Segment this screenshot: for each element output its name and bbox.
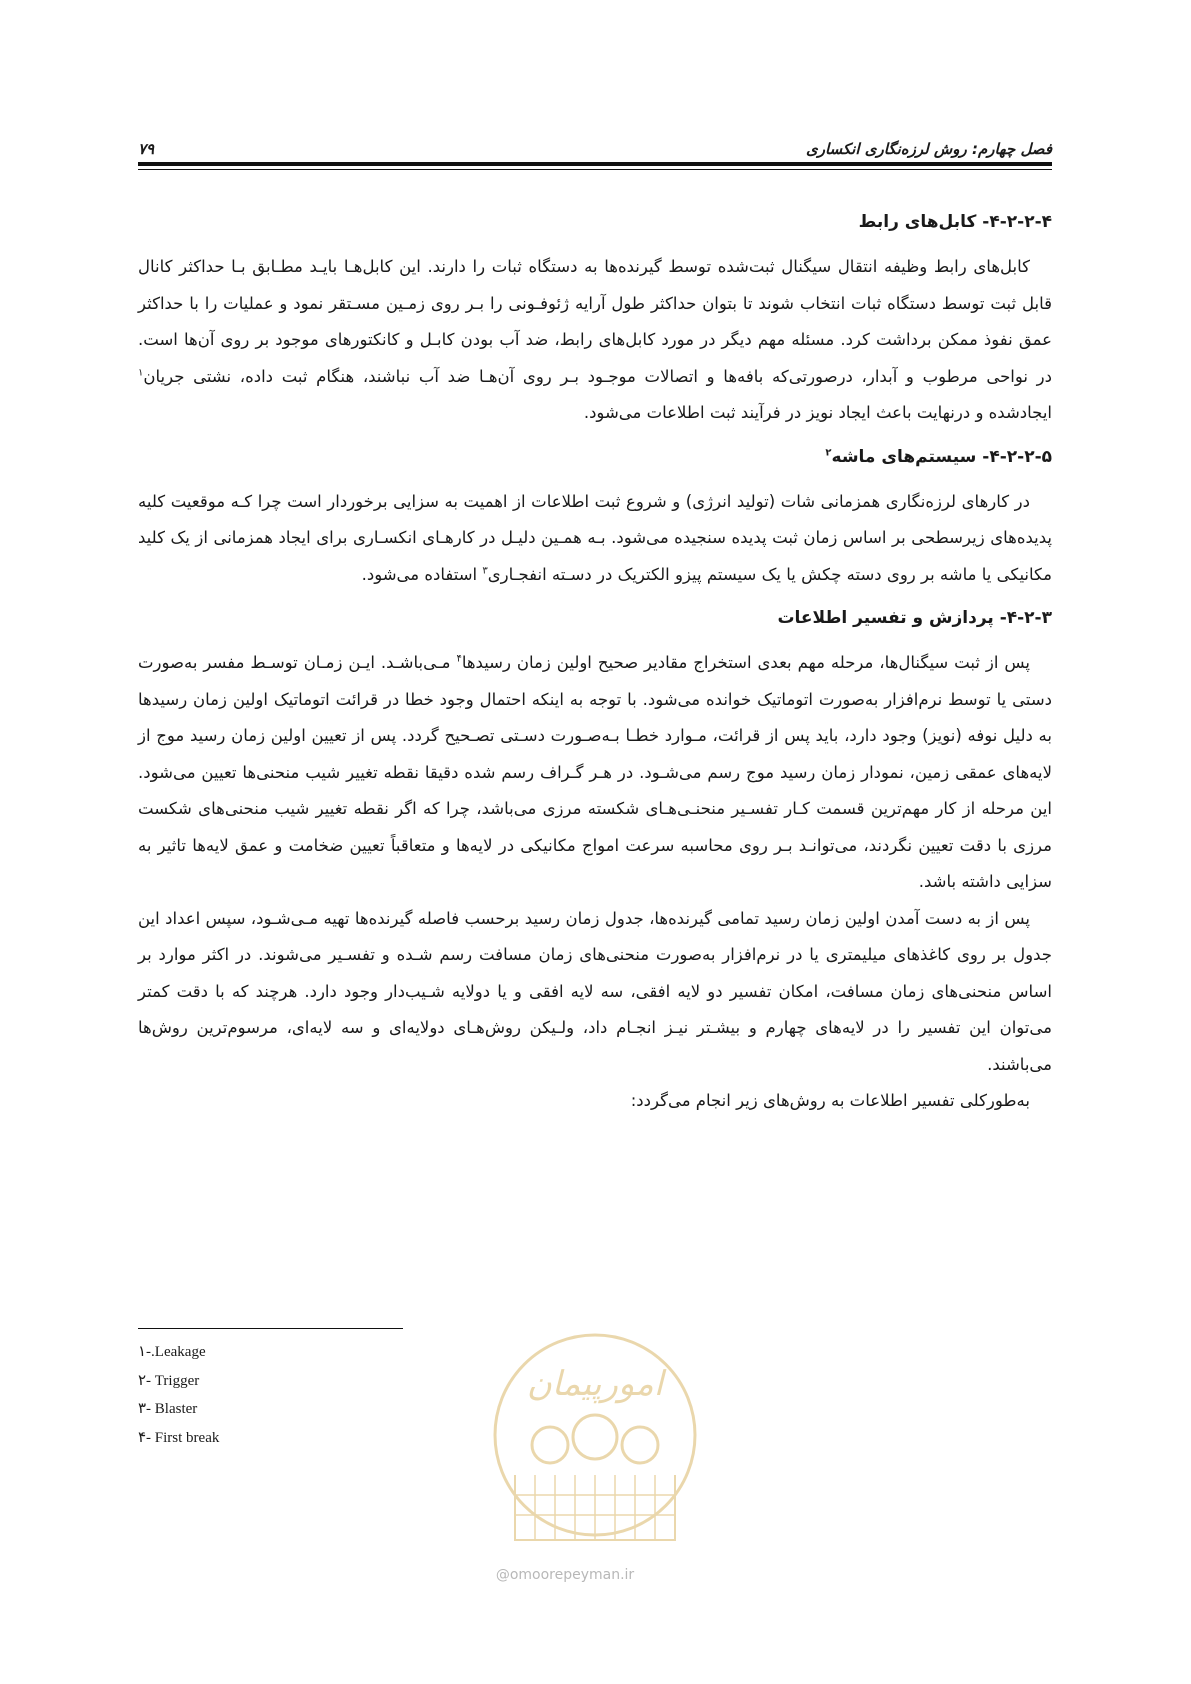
paragraph-processing-2: پس از به دست آمدن اولین زمان رسید تمامی گیرنده‌ها، جدول زمان رسید برحسب فاصله گیرنده‌ها تهیه مـی‌شـود، سپس اعداد این جدول بر روی کاغذهای میلیمتری یا در نرم‌افزار به‌صورت منحنی‌های زمان مسافت رسم شـده و تفسـیر می‌شوند. در اکثر موارد بر اساس منحنی‌های زمان مسافت، امکان تفسیر دو لایه افقی، سه لایه افقی و یا دولایه شـیب‌دار وجود دارد. هرچند که با دقت کمتر می‌توان این تفسیر را در لایه‌های چهارم و بیشـتر نیـز انجـام داد، ولـیکن روش‌هـای دولایه‌ای و سه لایه‌ای، مرسوم‌ترین روش‌ها می‌باشند. xyxy=(138,908,1052,1074)
footnote-1: ۱-.Leakage xyxy=(138,1344,206,1360)
header-rule-thin xyxy=(138,169,1052,170)
footnote-3: ۳- Blaster xyxy=(138,1401,198,1417)
footnote-2: ۲- Trigger xyxy=(138,1372,200,1389)
paragraph-text: در کارهای لرزه‌نگاری همزمانی شات (تولید انرژی) و شروع ثبت اطلاعات از اهمیت به سزایی برخوردار است چرا کـه موقعیت کلیه پدیده‌های زیرسطحی بر اساس زمان ثبت پدیده سنجیده می‌شود. بـه همـین دلیـل در کارهـای انکسـاری برای ایجاد همزمانی از یک کلید مکانیکی یا ماشه بر روی دسته چکش یا یک سیستم پیزو الکتریک در دسـته انفجـاری xyxy=(138,491,1052,584)
footnote-rule xyxy=(138,1328,403,1329)
paragraph-text: پس از ثبت سیگنال‌ها، مرحله مهم بعدی استخراج مقادیر صحیح اولین زمان رسیدها xyxy=(461,653,1030,672)
paragraph-processing-3: به‌طورکلی تفسیر اطلاعات به روش‌های زیر انجام می‌گردد: xyxy=(630,1091,1030,1110)
header-rule-thick xyxy=(138,162,1052,166)
paragraph-cables xyxy=(138,249,1052,432)
paragraph-text: استفاده می‌شود. xyxy=(361,564,483,584)
footnote-ref: ۴ xyxy=(456,653,462,665)
chapter-title: فصل چهارم: روش لرزه‌نگاری انکساری xyxy=(805,140,1052,158)
watermark-logo xyxy=(455,1325,735,1560)
paragraph-text: مـی‌باشـد. ایـن زمـان توسـط مفسر به‌صورت دستی یا توسط نرم‌افزار به‌صورت اتوماتیک خوانده می‌شود. با توجه به اینکه احتمال وجود خطا در قرائت اتوماتیک اولین زمان رسیدها به دلیل نوفه (نویز) وجود دارد، باید پس از قرائت، مـوارد خطـا بـه‌صـورت دسـتی تصـحیح گردد. پس از تعیین اولین زمان رسید موج از لایه‌های عمقی زمین، نمودار زمان رسید موج رسم می‌شـود. در هـر گـراف رسم شده دقیقا نقطه تغییر شیب منحنی‌ها تعیین می‌شود. این مرحله از کار مهم‌ترین قسمت کـار تفسـیر منحنـی‌هـای شکسته مرزی می‌باشد، چرا که اگر نقطه تغییر شیب منحنی‌های شکست مرزی با دقت تعیین نگردند، می‌توانـد بـر روی محاسبه سرعت امواج مکانیکی در لایه‌ها و متعاقباً تعیین ضخامت و عمق لایه‌ها تاثیر به سزایی داشته باشد. xyxy=(138,653,1052,891)
body-text xyxy=(138,205,1052,1120)
paragraph-processing-1 xyxy=(138,645,1052,901)
footnote-ref: ۲ xyxy=(825,446,832,458)
footnotes xyxy=(138,1338,438,1452)
page-number: ۷۹ xyxy=(138,140,155,158)
paragraph-trigger xyxy=(138,484,1052,594)
footnote-ref: ۳ xyxy=(482,565,488,576)
section-heading-cables: ۴-۲-۲-۴- کابل‌های رابط xyxy=(858,212,1052,232)
running-header xyxy=(138,126,1052,158)
heading-text: ۴-۲-۲-۵- سیستم‌های ماشه xyxy=(831,446,1052,467)
watermark-site: @omoorepeyman.ir xyxy=(495,1567,635,1583)
footnote-ref: ۱ xyxy=(138,367,144,378)
paragraph-text: کابل‌های رابط وظیفه انتقال سیگنال ثبت‌شده توسط گیرنده‌ها به دستگاه ثبات را دارند. این کابل‌هـا بایـد مطـابق بـا حداکثر کانال قابل ثبت توسط دستگاه ثبات انتخاب شوند تا بتوان حداکثر طول آرایه ژئوفـونی را بـر روی زمـین مسـتقر نمود و عملیات را با حداکثر عمق نفوذ ممکن برداشت کرد. مسئله مهم دیگر در مورد کابل‌های رابط، ضد آب بودن کابـل و کانکتورهای موجود بر روی آن‌ها است. در نواحی مرطوب و آبدار، درصورتی‌که بافه‌ها و اتصالات موجـود بـر روی آن‌هـا ضد آب نباشند، هنگام ثبت داده، نشتی جریان xyxy=(138,257,1052,386)
paragraph-text: ایجادشده و درنهایت باعث ایجاد نویز در فرآیند ثبت اطلاعات می‌شود. xyxy=(583,403,1052,422)
section-heading-processing: ۴-۲-۳- پردازش و تفسیر اطلاعات xyxy=(777,608,1052,628)
footnote-4: ۴- First break xyxy=(138,1429,220,1446)
section-heading-trigger xyxy=(138,440,1052,474)
watermark-logo-text: امورپیمان xyxy=(526,1364,664,1404)
